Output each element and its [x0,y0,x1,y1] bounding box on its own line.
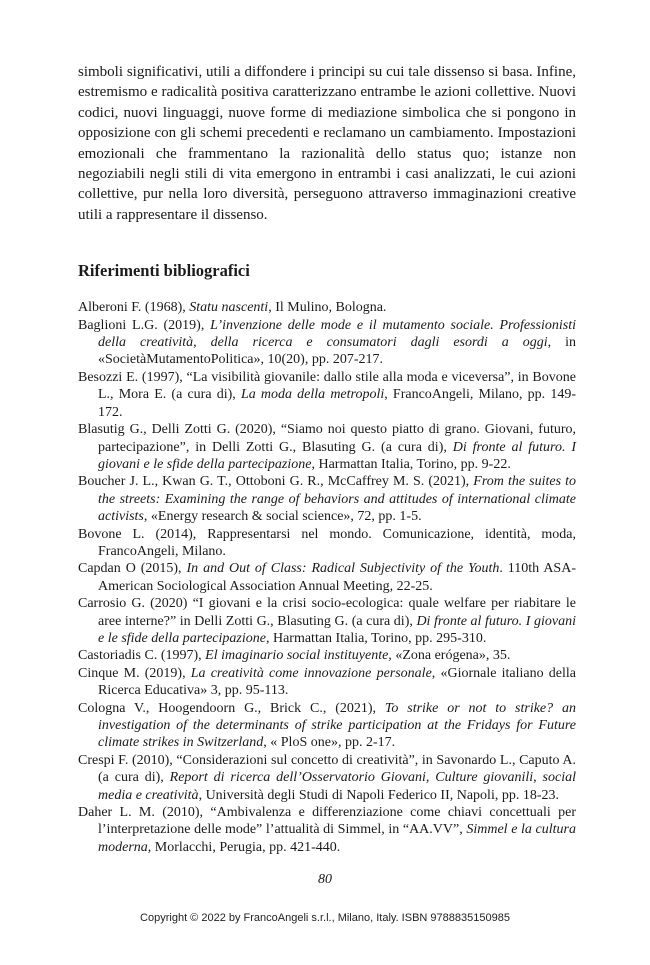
reference-entry [78,526,576,561]
reference-text: Boucher J. L., Kwan G. T., Ottoboni G. R., McCaffrey M. S. (2021), [78,474,474,490]
reference-text: , Università degli Studi di Napoli Federico II, Napoli, pp. 18-23. [198,787,560,803]
reference-entry [78,299,576,316]
references-list [78,299,576,856]
reference-entry [78,317,576,369]
reference-text: Bovone L. (2014), Rappresentarsi nel mondo. Comunicazione, identità, moda, FrancoAngeli, Milano. [78,526,576,559]
reference-entry [78,473,576,525]
reference-text: Capdan O (2015), [78,561,187,577]
reference-title: To strike or not to strike? an investigation of the determinants of strike participation at the Fridays for Future climate strikes in Switzerland [98,700,576,751]
reference-text: Alberoni F. (1968), [78,300,190,316]
reference-text: , «Giornale italiano della Ricerca Educativa» 3, pp. 95-113. [98,665,576,699]
reference-text: Baglioni L.G. (2019), [78,317,211,333]
reference-text: Carrosio G. (2020) “I giovani e la crisi socio-ecologica: quale welfare per riabitare le aree interne?” in Delli Zotti G., Blasuting G. (a cura di), [78,596,576,629]
reference-entry [78,560,576,595]
reference-title: Di fronte al futuro. I giovani e le sfide della partecipazione [98,613,576,646]
reference-text: Castoriadis C. (1997), [78,648,206,664]
reference-text: Cologna V., Hoogendoorn G., Brick C., (2021), [78,700,385,716]
reference-title: Statu nascenti [189,300,269,316]
page-number: 80 [318,872,332,887]
reference-text: , Harmattan Italia, Torino, pp. 295-310. [265,630,487,646]
reference-entry [78,804,576,856]
reference-text: , in «SocietàMutamentoPolitica», 10(20), pp. 207-217. [98,335,577,368]
reference-entry [78,700,576,752]
reference-title: Di fronte al futuro. I giovani e le sfide della partecipazione [98,439,576,472]
reference-title: In and Out of Class: Radical Subjectivity of the Youth [186,561,500,577]
copyright-notice: Copyright © 2022 by FrancoAngeli s.r.l., Milano, Italy. ISBN 9788835150985 [140,912,510,924]
reference-text: Besozzi E. (1997), “La visibilità giovanile: dallo stile alla moda e viceversa”, in Bovone L., Mora E. (a cura di), [78,369,576,403]
reference-title: La moda della metropoli [240,387,385,403]
reference-text: Daher L. M. (2010), “Ambivalenza e differenziazione come chiavi concettuali per l’interpretazione delle mode” l’attualità di Simmel, in “AA.VV”, [78,805,576,838]
reference-text: Blasutig G., Delli Zotti G. (2020), “Siamo noi questo piatto di grano. Giovani, futuro, partecipazione”, in Delli Zotti G., Blasuting G. (a cura di), [78,422,576,455]
reference-text: . 110th ASA-American Sociological Association Annual Meeting, 22-25. [98,561,576,594]
references-heading: Riferimenti bibliografici [78,261,250,281]
reference-title: Report di ricerca dell’Osservatorio Giovani, Culture giovanili, social media e creatività [98,770,576,803]
reference-title: La creatività come innovazione personale [190,665,432,681]
reference-entry [78,665,576,700]
reference-text: Cinque M. (2019), [78,665,191,681]
reference-title: Simmel e la cultura moderna, [98,822,576,855]
reference-entry [78,647,576,664]
reference-entry [78,595,576,647]
reference-text: , «Energy research & social science», 72, pp. 1-5. [143,509,422,525]
reference-text: Morlacchi, Perugia, pp. 421-440. [151,839,341,855]
reference-entry [78,369,576,421]
page-content [78,62,576,856]
reference-entry [78,421,576,473]
reference-title: El imaginario social instituyente, [205,648,392,664]
reference-text: , Harmattan Italia, Torino, pp. 9-22. [311,456,511,472]
reference-text: , « PloS one», pp. 2-17. [263,735,396,751]
reference-text: , FrancoAngeli, Milano, pp. 149-172. [98,387,576,420]
reference-title: L’invenzione delle mode e il mutamento sociale. Professionisti della creatività, della ricerca e consumatori dagli esordi a oggi [98,317,576,351]
reference-entry [78,752,576,804]
body-paragraph: simboli significativi, utili a diffondere i principi su cui tale dissenso si basa. Infine, estremismo e radicalità positiva caratterizzano entrambe le azioni collettive. Nuovi codici, nuovi linguaggi, nuove forme di mediazione simbolica che si pongono in opposizione con gli schemi precedenti e reclamano un cambiamento. Impostazioni emozionali che frammentano la razionalità dello status quo; istanze non negoziabili negli stili di vita emergono in entrambi i casi analizzati, le cui azioni collettive, pur nella loro diversità, perseguono attraverso immaginazioni creative utili a rappresentare il dissenso. [78,64,576,223]
reference-text: , Il Mulino, Bologna. [268,300,387,316]
reference-text: «Zona erógena», 35. [391,648,511,664]
reference-title: From the suites to the streets: Examining the range of behaviors and attitudes of international climate activists [98,474,576,525]
reference-text: Crespi F. (2010), “Considerazioni sul concetto di creatività”, in Savonardo L., Caputo A. (a cura di), [78,752,576,786]
